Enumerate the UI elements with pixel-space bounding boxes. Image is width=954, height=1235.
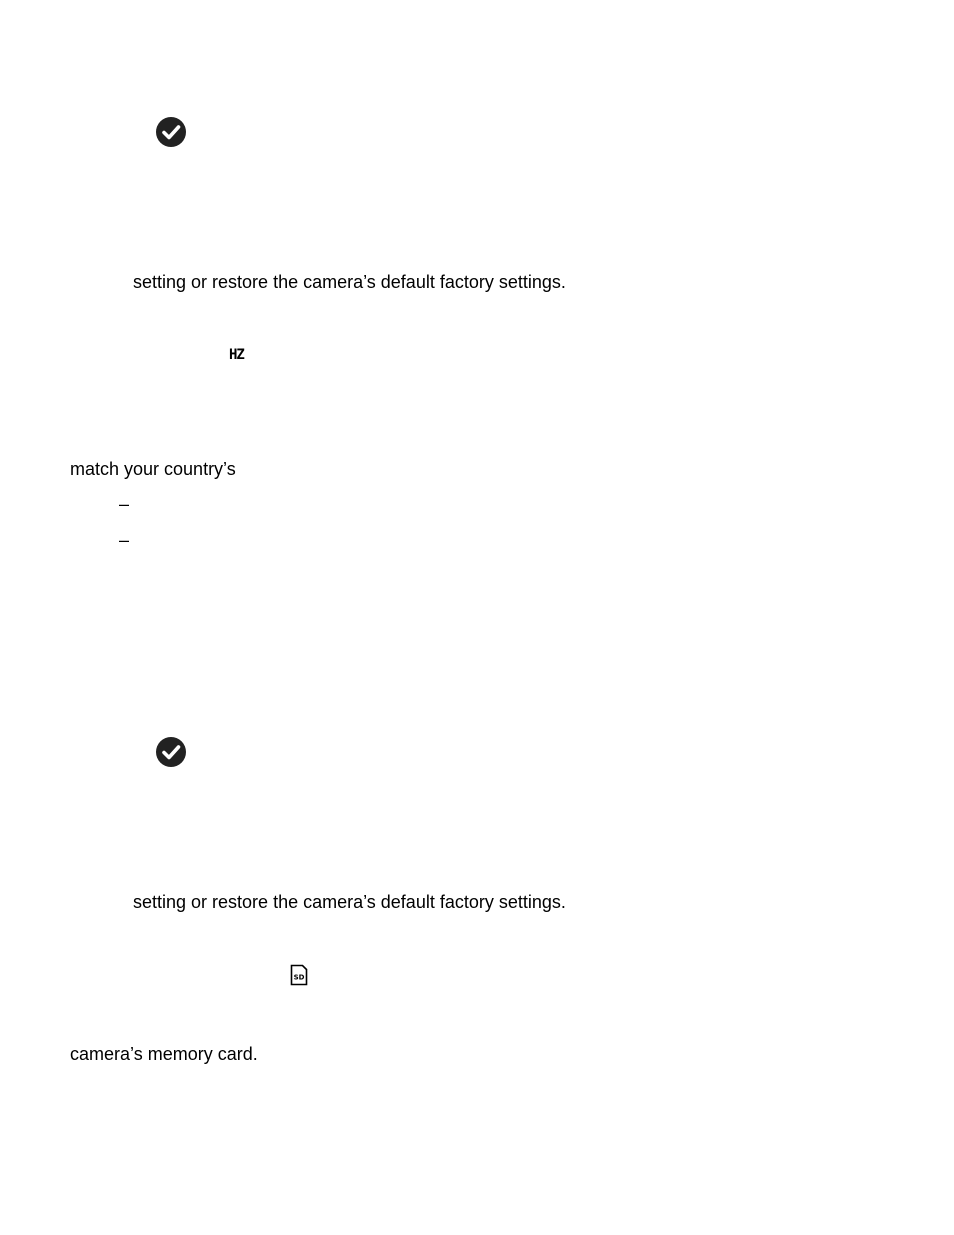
- settings-description-line: setting or restore the camera’s default factory settings.: [133, 272, 566, 292]
- settings-description-line-2: setting or restore the camera’s default factory settings.: [133, 892, 566, 912]
- check-circle-icon: [155, 736, 187, 768]
- list-dash-1: –: [119, 494, 130, 514]
- check-circle-icon: [155, 116, 187, 148]
- frequency-description-line: match your country’s: [70, 459, 236, 479]
- hz-icon: HZ: [229, 347, 244, 363]
- list-dash-2: –: [119, 530, 130, 550]
- sd-card-icon: [290, 964, 308, 986]
- format-description-line: camera’s memory card.: [70, 1044, 258, 1064]
- sd-card-icon-label: SD: [293, 973, 305, 982]
